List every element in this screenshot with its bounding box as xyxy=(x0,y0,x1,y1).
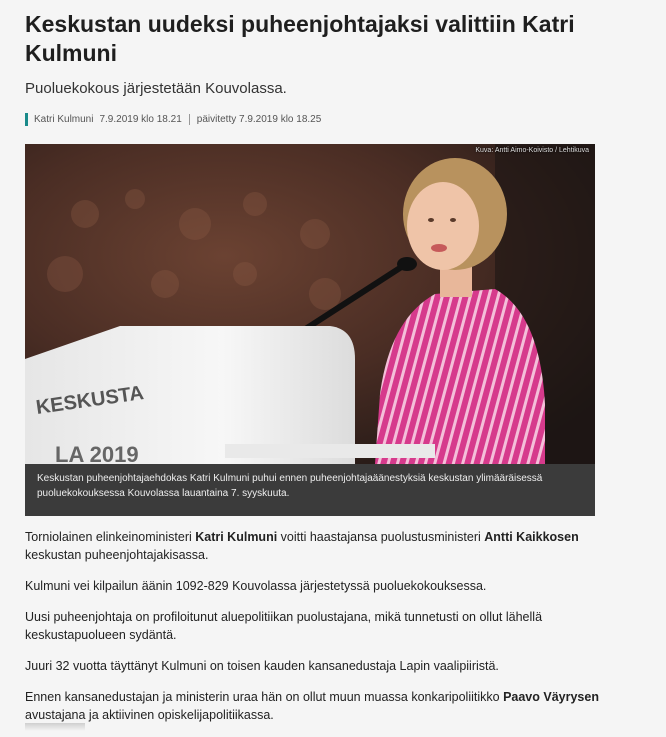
accent-bar xyxy=(25,113,28,126)
divider xyxy=(189,114,190,125)
published-time: 7.9.2019 klo 18.21 xyxy=(99,113,182,125)
article-photo xyxy=(25,144,595,464)
article-body xyxy=(25,528,600,737)
person-name: Antti Kaikkosen xyxy=(484,530,579,544)
paragraph-4: Juuri 32 vuotta täyttänyt Kulmuni on toisen kauden kansanedustaja Lapin vaalipiiristä. xyxy=(25,659,499,673)
paragraph-3: Uusi puheenjohtaja on profiloitunut aluepolitiikan puolustajana, mikä tunnetusti on ollut lähellä keskustapuolueen sydäntä. xyxy=(25,610,543,642)
photo-caption: Keskustan puheenjohtajaehdokas Katri Kulmuni puhui ennen puheenjohtajaäänestyksiä keskustan ylimääräisessä puoluekokouksessa Kouvolassa lauantaina 7. syyskuuta. xyxy=(25,464,595,516)
podium-text-2: LA 2019 xyxy=(55,442,139,464)
author-link[interactable]: Katri Kulmuni xyxy=(34,113,94,125)
photo-credit: Kuva: Antti Aimo-Koivisto / Lehtikuva xyxy=(475,147,589,154)
paragraph-5: Ennen kansanedustajan ja ministerin uraa hän on ollut muun muassa konkaripoliitikko Paavo Väyrysen avustajana ja aktiivinen opiskelijapolitiikassa. xyxy=(25,690,599,722)
paragraph-2: Kulmuni vei kilpailun äänin 1092-829 Kouvolassa järjestetyssä puoluekokouksessa. xyxy=(25,579,487,593)
podium-text-1: KESKUSTA xyxy=(34,382,146,419)
headline: Keskustan uudeksi puheenjohtajaksi valittiin Katri Kulmuni xyxy=(25,11,575,66)
updated-time: päivitetty 7.9.2019 klo 18.25 xyxy=(196,113,322,125)
paragraph-1: Torniolainen elinkeinoministeri Katri Kulmuni voitti haastajansa puolustusministeri Antti Kaikkosen keskustan puheenjohtajakisassa. xyxy=(25,530,579,562)
lead-text: Puoluekokous järjestetään Kouvolassa. xyxy=(25,80,287,97)
cutoff-fade xyxy=(25,723,85,731)
byline xyxy=(25,112,321,126)
article-figure xyxy=(25,144,595,516)
person-name: Katri Kulmuni xyxy=(195,530,278,544)
person-name: Paavo Väyrysen xyxy=(503,690,599,704)
